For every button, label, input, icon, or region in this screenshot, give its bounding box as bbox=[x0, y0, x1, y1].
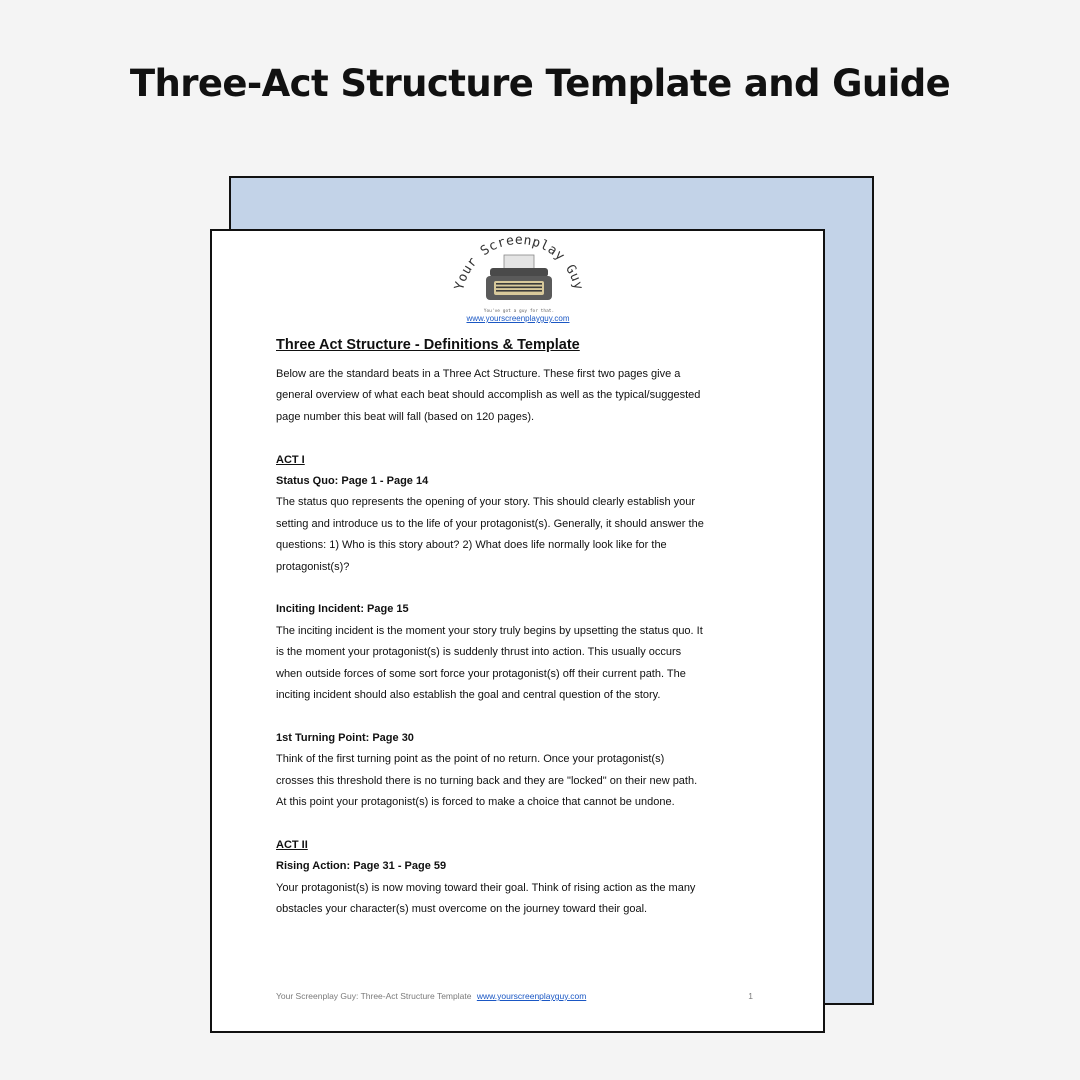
intro-line: Below are the standard beats in a Three Act Structure. These first two pages give a bbox=[276, 368, 681, 380]
beat-line: is the moment your protagonist(s) is suddenly thrust into action. This usually occurs bbox=[276, 646, 682, 659]
beat-line: protagonist(s)? bbox=[276, 560, 350, 573]
logo-arc-text: Your Screenplay Guy bbox=[452, 233, 586, 292]
logo-tagline: You've got a guy for that. bbox=[483, 309, 555, 314]
beat-line: questions: 1) Who is this story about? 2) What does life normally look like for the bbox=[276, 539, 667, 552]
document-title: Three Act Structure - Definitions & Template bbox=[276, 337, 580, 353]
document-content bbox=[276, 335, 766, 921]
beat-heading-inciting-incident: Inciting Incident: Page 15 bbox=[276, 603, 409, 616]
beat-line: obstacles your character(s) must overcome on the journey toward their goal. bbox=[276, 903, 648, 916]
beat-heading-first-turning-point: 1st Turning Point: Page 30 bbox=[276, 731, 414, 744]
beat-line: when outside forces of some sort force your protagonist(s) off their current path. The bbox=[276, 667, 686, 680]
beat-line: setting and introduce us to the life of your protagonist(s). Generally, it should answer the bbox=[276, 517, 704, 530]
act-two-heading: ACT II bbox=[276, 838, 308, 851]
intro-line: general overview of what each beat should accomplish as well as the typical/suggested bbox=[276, 389, 701, 402]
beat-line: Your protagonist(s) is now moving toward their goal. Think of rising action as the many bbox=[276, 881, 696, 894]
beat-line: At this point your protagonist(s) is forced to make a choice that cannot be undone. bbox=[276, 796, 675, 809]
document-page bbox=[210, 229, 825, 1033]
beat-heading-status-quo: Status Quo: Page 1 - Page 14 bbox=[276, 475, 429, 488]
footer-text: Your Screenplay Guy: Three-Act Structure Template bbox=[276, 991, 472, 1001]
typewriter-icon bbox=[486, 255, 552, 300]
beat-line: The status quo represents the opening of your story. This should clearly establish your bbox=[276, 496, 696, 509]
footer-url-link[interactable]: www.yourscreenplayguy.com bbox=[476, 991, 587, 1001]
intro-line: page number this beat will fall (based on 120 pages). bbox=[276, 410, 535, 423]
page-footer bbox=[276, 991, 756, 1001]
page-number: 1 bbox=[748, 991, 753, 1001]
page-headline: Three-Act Structure Template and Guide bbox=[129, 62, 951, 105]
beat-line: The inciting incident is the moment your story truly begins by upsetting the status quo. It bbox=[276, 624, 703, 637]
beat-line: inciting incident should also establish the goal and central question of the story. bbox=[276, 689, 661, 702]
beat-line: crosses this threshold there is no turning back and they are "locked" on their new path. bbox=[276, 774, 698, 787]
beat-line: Think of the first turning point as the point of no return. Once your protagonist(s) bbox=[276, 753, 665, 766]
beat-heading-rising-action: Rising Action: Page 31 - Page 59 bbox=[276, 860, 447, 873]
logo-url-link[interactable]: www.yourscreenplayguy.com bbox=[466, 314, 570, 323]
act-one-heading: ACT I bbox=[276, 453, 305, 466]
